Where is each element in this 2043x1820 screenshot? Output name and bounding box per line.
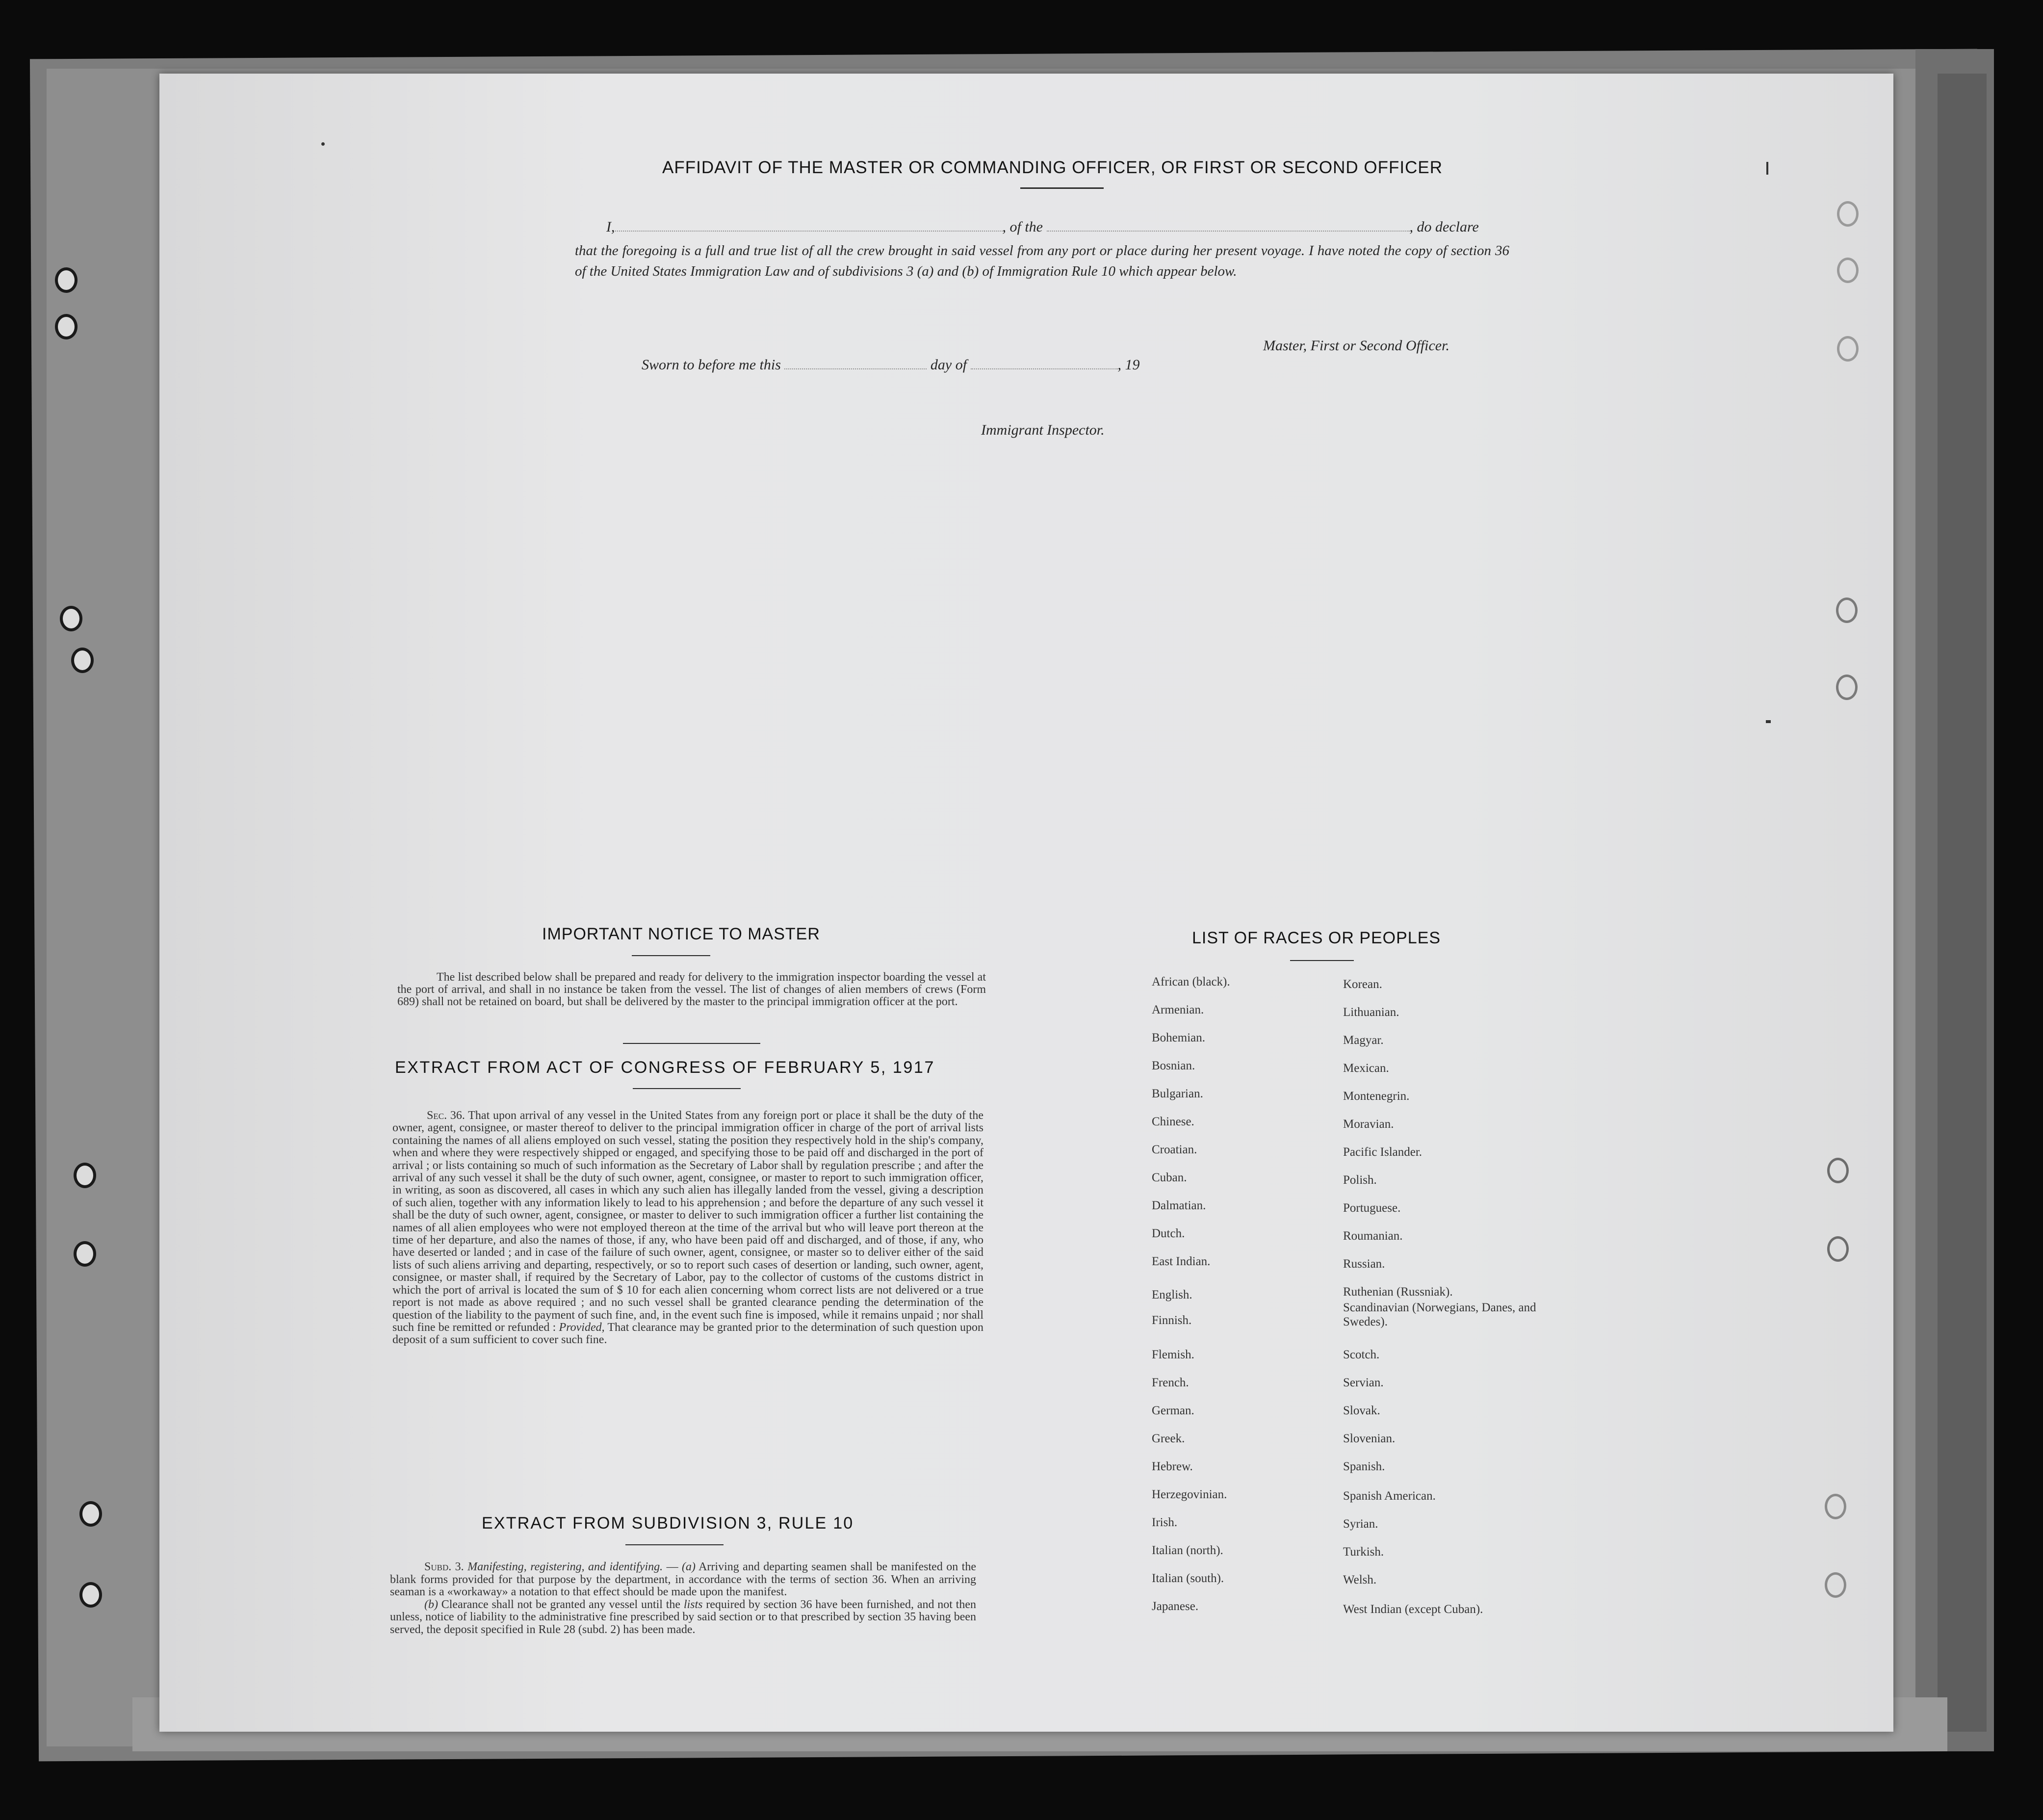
- race-left-item: East Indian.: [1152, 1255, 1211, 1268]
- punch-ring-icon: [1827, 1236, 1849, 1262]
- rule-underline: [625, 1544, 724, 1545]
- race-left-item: African (black).: [1152, 975, 1230, 988]
- race-left-item: Finnish.: [1152, 1314, 1192, 1327]
- race-right-item: Ruthenian (Russniak).: [1343, 1285, 1453, 1299]
- punch-ring-icon: [1837, 201, 1859, 227]
- year-label: , 19: [1117, 357, 1140, 373]
- punch-ring-icon: [1825, 1572, 1846, 1598]
- act-title: EXTRACT FROM ACT OF CONGRESS OF FEBRUARY 5, 1917: [395, 1058, 935, 1077]
- punch-ring-icon: [1836, 598, 1858, 623]
- punch-ring-icon: [1825, 1494, 1846, 1519]
- notice-title: IMPORTANT NOTICE TO MASTER: [542, 925, 820, 943]
- notice-divider: [623, 1043, 760, 1044]
- race-right-item: Syrian.: [1343, 1517, 1378, 1531]
- race-left-item: Armenian.: [1152, 1003, 1204, 1016]
- race-right-item: Mexican.: [1343, 1062, 1389, 1075]
- race-right-item: Magyar.: [1343, 1034, 1384, 1047]
- races-title: LIST OF RACES OR PEOPLES: [1192, 929, 1441, 947]
- race-left-item: English.: [1152, 1288, 1192, 1301]
- clause-b-text-2: required by section 36 have been furnished, and not then unless, notice of liability to the administrative fine prescribed by said section or to that prescribed by section 35 having been served, the deposit specified in Rule 28 (subd. 2) has been made.: [390, 1598, 976, 1636]
- subdivision-3-text: [390, 1561, 976, 1636]
- race-right-item: Scandinavian (Norwegians, Danes, and Swedes).: [1343, 1301, 1536, 1328]
- section-36-text: [392, 1110, 983, 1347]
- race-left-item: Cuban.: [1152, 1171, 1187, 1184]
- master-signature-label: Master, First or Second Officer.: [1263, 338, 1449, 354]
- clause-b-text-1: Clearance shall not be granted any vessel until the: [441, 1598, 681, 1611]
- race-left-item: Bosnian.: [1152, 1059, 1195, 1072]
- clause-a-label: (a): [682, 1560, 696, 1573]
- ink-speck: [1766, 720, 1771, 723]
- race-left-item: Flemish.: [1152, 1348, 1194, 1361]
- ink-speck: [1766, 162, 1768, 175]
- day-of-label: day of: [930, 357, 967, 373]
- race-left-item: Bohemian.: [1152, 1031, 1206, 1044]
- sworn-label: Sworn to before me this: [642, 357, 781, 373]
- binder-hole-icon: [79, 1501, 102, 1527]
- races-underline: [1290, 960, 1354, 961]
- ink-speck: [321, 142, 325, 146]
- race-left-item: Dutch.: [1152, 1227, 1185, 1240]
- race-right-item: Servian.: [1343, 1376, 1384, 1389]
- race-left-item: Chinese.: [1152, 1115, 1194, 1128]
- race-right-item: Moravian.: [1343, 1118, 1394, 1131]
- back-page-edge-right-2: [1938, 74, 1987, 1732]
- name-blank: [615, 220, 1003, 232]
- punch-ring-icon: [1837, 336, 1859, 362]
- race-left-item: Croatian.: [1152, 1143, 1197, 1156]
- race-right-item: Lithuanian.: [1343, 1006, 1399, 1019]
- vessel-blank: [1047, 220, 1410, 232]
- page-surface: [159, 74, 1893, 1732]
- race-left-item: Greek.: [1152, 1432, 1185, 1445]
- race-right-item: Spanish American.: [1343, 1489, 1436, 1503]
- race-left-item: Herzegovinian.: [1152, 1488, 1227, 1501]
- race-left-item: Bulgarian.: [1152, 1087, 1203, 1100]
- binder-hole-icon: [55, 314, 78, 339]
- binder-hole-icon: [71, 648, 94, 673]
- race-right-item: Turkish.: [1343, 1545, 1384, 1559]
- document-page: [159, 74, 1893, 1732]
- subdivision-b: [390, 1599, 976, 1637]
- binder-hole-icon: [74, 1241, 96, 1267]
- race-left-item: Japanese.: [1152, 1600, 1199, 1613]
- race-right-item: Portuguese.: [1343, 1201, 1401, 1215]
- subd-heading: Manifesting, registering, and identifying.: [467, 1560, 663, 1573]
- race-right-item: Slovenian.: [1343, 1432, 1396, 1445]
- race-right-item: Spanish.: [1343, 1460, 1385, 1473]
- declaration-i-label: I,: [606, 219, 615, 235]
- sworn-day-blank: [784, 358, 927, 369]
- binder-hole-icon: [79, 1582, 102, 1608]
- rule-title: EXTRACT FROM SUBDIVISION 3, RULE 10: [482, 1514, 854, 1533]
- punch-ring-icon: [1827, 1158, 1849, 1183]
- title-underline: [1020, 187, 1104, 189]
- race-left-item: Italian (south).: [1152, 1572, 1224, 1585]
- punch-ring-icon: [1837, 258, 1859, 283]
- sworn-line: [642, 357, 1140, 373]
- binder-hole-icon: [74, 1163, 96, 1188]
- punch-ring-icon: [1836, 675, 1858, 700]
- section-label: Sec. 36.: [427, 1109, 465, 1122]
- act-underline: [633, 1088, 741, 1089]
- race-right-item: Korean.: [1343, 978, 1382, 991]
- race-left-item: French.: [1152, 1376, 1189, 1389]
- race-right-item: Slovak.: [1343, 1404, 1380, 1417]
- inspector-signature-label: Immigrant Inspector.: [981, 422, 1105, 438]
- binder-hole-icon: [60, 606, 82, 631]
- declaration-of-label: , of the: [1002, 219, 1043, 235]
- race-right-item: Polish.: [1343, 1173, 1377, 1187]
- race-left-item: Italian (north).: [1152, 1544, 1223, 1557]
- race-left-item: Hebrew.: [1152, 1460, 1193, 1473]
- binder-hole-icon: [55, 267, 78, 293]
- subd-label: Subd. 3.: [424, 1560, 464, 1573]
- section-36-tail: That clearance may be granted prior to the determination of such question upon deposit of a sum sufficient to cover such fine.: [392, 1321, 984, 1347]
- subdivision-a: Subd. 3. Manifesting, registering, and identifying. — (a) Arriving and departing seamen shall be manifested on the blank forms provided for that purpose by the department, in accordance with the terms of section 36. When an arriving seaman is a «workaway» a notation to that effect should be made upon the manifest.: [390, 1560, 977, 1598]
- declaration-declare-label: , do declare: [1409, 219, 1479, 235]
- clause-a-text: Arriving and departing seamen shall be manifested on the blank forms provided for that purpose by the department, in accordance with the terms of section 36. When an arriving seaman is a «workaway» a notation to that effect should be made upon the manifest.: [390, 1560, 977, 1598]
- affidavit-declaration-line: [606, 219, 1479, 235]
- notice-underline: [632, 955, 710, 956]
- race-left-item: German.: [1152, 1404, 1194, 1417]
- race-right-item: Russian.: [1343, 1257, 1385, 1271]
- race-right-item: Scotch.: [1343, 1348, 1380, 1361]
- race-right-item: Pacific Islander.: [1343, 1145, 1422, 1159]
- clause-b-label: (b): [424, 1598, 438, 1611]
- sworn-month-blank: [971, 358, 1118, 369]
- affidavit-statement: that the foregoing is a full and true list of all the crew brought in said vessel from any port or place during her present voyage. I have noted the copy of section 36 of the United States Immigration Law and of subdivisions 3 (a) and (b) of Immigration Rule 10 which appear below.: [575, 243, 1509, 279]
- provided-word: Provided,: [559, 1321, 605, 1334]
- race-right-item: Roumanian.: [1343, 1229, 1403, 1243]
- race-left-item: Irish.: [1152, 1516, 1178, 1529]
- race-left-item: Dalmatian.: [1152, 1199, 1206, 1212]
- affidavit-title: AFFIDAVIT OF THE MASTER OR COMMANDING OFFICER, OR FIRST OR SECOND OFFICER: [662, 158, 1443, 177]
- race-right-item: Welsh.: [1343, 1573, 1377, 1586]
- clause-b-lists: lists: [683, 1598, 703, 1611]
- race-right-item: West Indian (except Cuban).: [1343, 1603, 1483, 1616]
- notice-text: The list described below shall be prepared and ready for delivery to the immigration inspector boarding the vessel at the port of arrival, and shall in no instance be taken from the vessel. The list of changes of alien members of crews (Form 689) shall not be retained on board, but shall be delivered by the master to the principal immigration officer at the port.: [397, 971, 986, 1008]
- section-36-body: That upon arrival of any vessel in the United States from any foreign port or place it shall be the duty of the owner, agent, consignee, or master thereof to deliver to the principal immigration officer in charge of the port of arrival lists containing the names of all aliens employed on such vessel, stating the position they respectively hold in the ship's company, when and where they were respectively shipped or engaged, and specifying those to be paid off and discharged in the port of arrival ; or lists containing so much of such information as the Secretary of Labor shall by regulation prescribe ; and after the arrival of any such vessel it shall be the duty of such owner, agent, consignee, or master to report to such immigration officer, in writing, as soon as discovered, all cases in which any such alien has illegally landed from the vessel, giving a description of such alien, together with any information likely to lead to his apprehension ; and before the departure of any such vessel it shall be the duty of such owner, agent, consignee, or master to deliver to such immigration officer a further list containing the names of all alien employees who were not employed thereon at the time of the arrival but who will leave port thereon at the time of her departure, and also the names of those, if any, who have been paid off and discharged, and of those, if any, who have deserted or landed ; and in case of the failure of such owner, agent, consignee, or master so to deliver either of the said lists of such aliens arriving and departing, respectively, or so to report such cases of desertion or landing, such owner, agent, consignee, or master shall, if required by the Secretary of Labor, pay to the collector of customs of the customs district in which the port of arrival is located the sum of $ 10 for each alien concerning whom correct lists are not delivered or a true report is not made as above required ; and no such vessel shall be granted clearance pending the determination of the question of the liability to the payment of such fine, and, in the event such fine is imposed, while it remains unpaid ; nor shall such fine be remitted or refunded :: [392, 1109, 983, 1334]
- race-right-item: Montenegrin.: [1343, 1090, 1410, 1103]
